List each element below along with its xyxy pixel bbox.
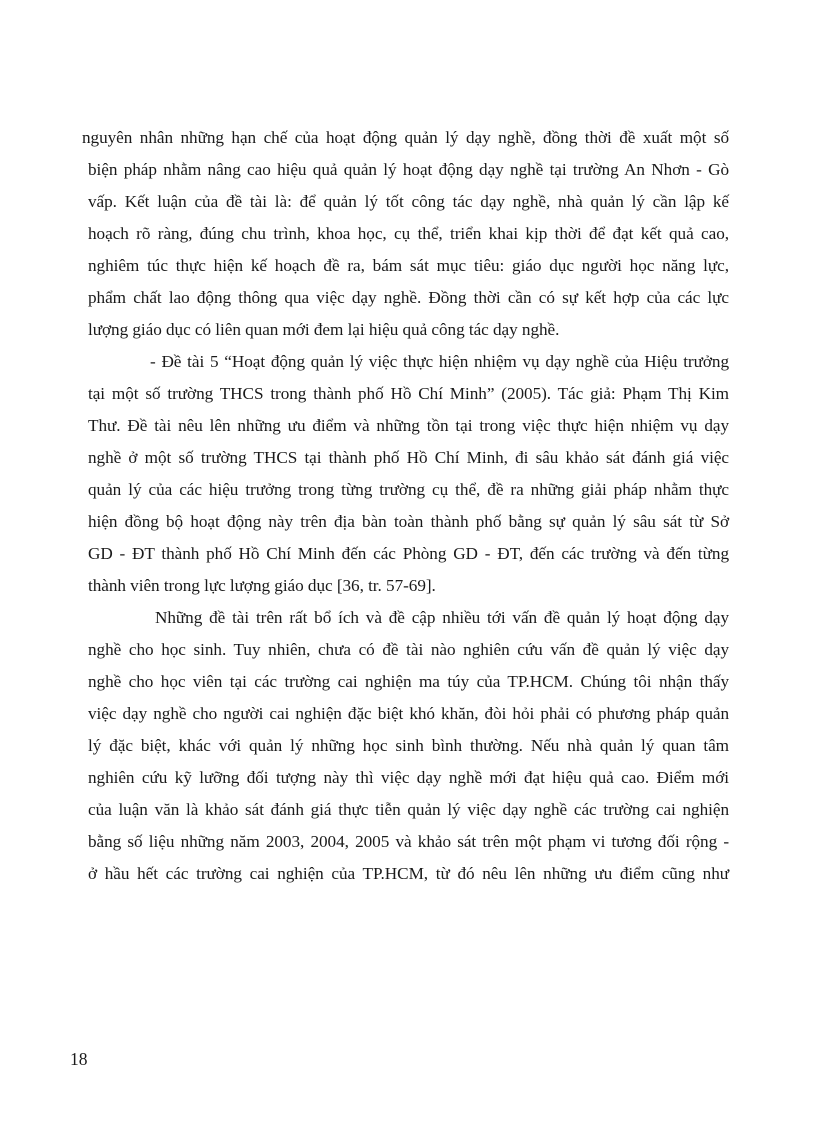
text-line: nghề cho học sinh. Tuy nhiên, chưa có đề tài nào nghiên cứu vấn đề quản lý việc dạy xyxy=(88,640,729,659)
text-line: nghề ở một số trường THCS tại thành phố Hồ Chí Minh, đi sâu khảo sát đánh giá việc xyxy=(88,448,729,467)
text-line: hoạch rõ ràng, đúng chu trình, khoa học, cụ thể, triển khai kịp thời để đạt kết quả cao, xyxy=(88,224,729,243)
text-line: Thư. Đề tài nêu lên những ưu điểm và những tồn tại trong việc thực hiện nhiệm vụ dạy xyxy=(88,416,729,435)
text-line: thành viên trong lực lượng giáo dục [36, tr. 57-69]. xyxy=(88,576,436,595)
text-line: việc dạy nghề cho người cai nghiện đặc biệt khó khăn, đòi hỏi phải có phương pháp quản xyxy=(88,704,729,723)
text-line: tại một số trường THCS trong thành phố Hồ Chí Minh” (2005). Tác giả: Phạm Thị Kim xyxy=(88,384,729,403)
text-line: - Đề tài 5 “Hoạt động quản lý việc thực hiện nhiệm vụ dạy nghề của Hiệu trưởng xyxy=(150,352,729,371)
page-number: 18 xyxy=(70,1049,88,1069)
text-line: quản lý của các hiệu trưởng trong từng trường cụ thể, đề ra những giải pháp nhằm thực xyxy=(88,480,729,499)
text-line: nghiêm túc thực hiện kế hoạch đề ra, bám sát mục tiêu: giáo dục người học năng lực, xyxy=(88,256,729,275)
text-line: lý đặc biệt, khác với quản lý những học sinh bình thường. Nếu nhà quản lý quan tâm xyxy=(88,736,729,755)
text-line: ở hầu hết các trường cai nghiện của TP.HCM, từ đó nêu lên những ưu điểm cũng như xyxy=(88,864,729,883)
text-line: nghề cho học viên tại các trường cai nghiện ma túy của TP.HCM. Chúng tôi nhận thấy xyxy=(88,672,729,691)
text-line: của luận văn là khảo sát đánh giá thực tiễn quản lý việc dạy nghề các trường cai nghiện xyxy=(88,800,729,819)
text-line: biện pháp nhằm nâng cao hiệu quả quản lý hoạt động dạy nghề tại trường An Nhơn - Gò xyxy=(88,160,729,179)
text-line: hiện đồng bộ hoạt động này trên địa bàn toàn thành phố bằng sự quản lý sâu sát từ Sở xyxy=(88,512,729,531)
text-line: phẩm chất lao động thông qua việc dạy nghề. Đồng thời cần có sự kết hợp của các lực xyxy=(88,288,729,307)
text-line: nghiên cứu kỹ lưỡng đối tượng này thì việc dạy nghề mới đạt hiệu quả cao. Điểm mới xyxy=(88,768,729,787)
text-line: vấp. Kết luận của đề tài là: để quản lý tốt công tác dạy nghề, nhà quản lý cần lập kế xyxy=(88,192,729,211)
text-line: GD - ĐT thành phố Hồ Chí Minh đến các Phòng GD - ĐT, đến các trường và đến từng xyxy=(88,544,729,563)
text-line: nguyên nhân những hạn chế của hoạt động quản lý dạy nghề, đồng thời đề xuất một số xyxy=(82,128,729,147)
text-line: lượng giáo dục có liên quan mới đem lại hiệu quả công tác dạy nghề. xyxy=(88,320,560,339)
text-line: bằng số liệu những năm 2003, 2004, 2005 và khảo sát trên một phạm vi tương đối rộng - xyxy=(88,832,729,851)
text-line: Những đề tài trên rất bổ ích và đề cập nhiều tới vấn đề quản lý hoạt động dạy xyxy=(155,608,729,627)
